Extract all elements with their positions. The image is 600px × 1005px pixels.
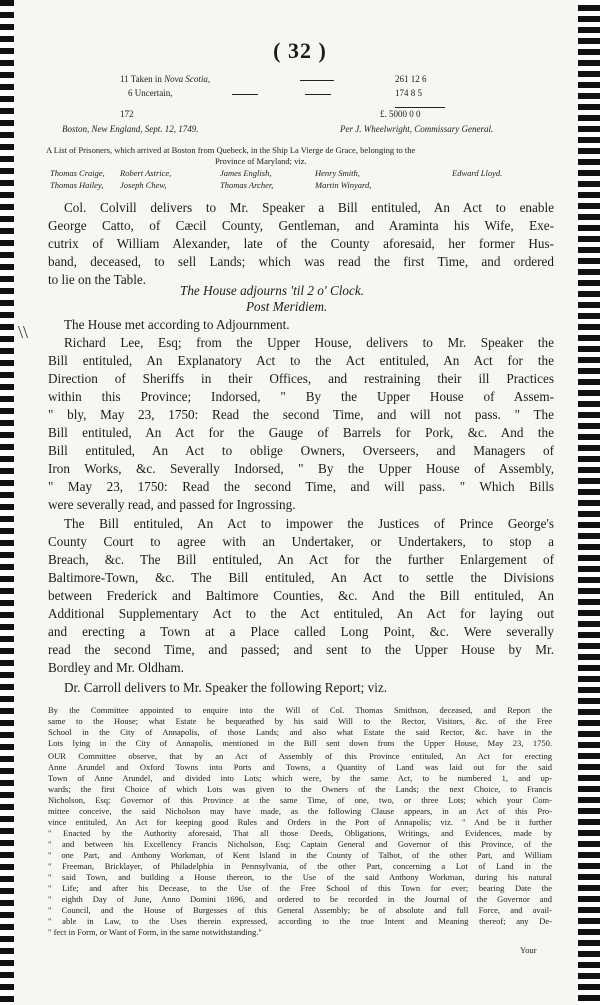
tally-row-3-right: £. 5000 0 0 [380, 109, 421, 119]
body-line: " bly, May 23, 1750: Read the second Time, and will not pass. " The [48, 407, 554, 422]
body-line: between Frederick and Baltimore Counties, &c. And the Bill entituled, An [48, 588, 554, 603]
dateline-signature: Per J. Wheelwright, Commissary General. [340, 124, 494, 134]
report-line: " able in Law, to the Uses therein expressed, according to the true Intent and Meaning thereof; any De- [48, 916, 552, 926]
adjourn-line: The House adjourns 'til 2 o' Clock. [180, 283, 365, 298]
report-intro-line: By the Committee appointed to enquire into the Will of Col. Thomas Smithson, deceased, and Report the [48, 705, 552, 715]
body-line: Baltimore-Town, &c. The Bill entituled, An Act to settle the Divisions [48, 570, 554, 585]
body-line: George Catto, of Cæcil County, Gentleman, and Araminta his Wife, Exe- [48, 218, 554, 233]
report-line: " Freeman, Bricklayer, of Philadelphia in Pennsylvania, of the other Part, concerning a Lot of Land in the [48, 861, 552, 871]
prisoner-name: Robert Astrice, [120, 168, 172, 178]
report-intro-line: Lots lying in the City of Annapolis, mentioned in the Bill sent down from the Upper House, May 23, 1750. [48, 738, 552, 748]
body-line: Iron Works, &c. Severally Indorsed, " By the Upper House of Assembly, [48, 461, 554, 476]
body-line: County Court to agree with an Undertaker, or Undertakers, to stop a [48, 534, 554, 549]
margin-mark: \\ [18, 322, 29, 342]
prisoner-name: Edward Lloyd. [452, 168, 503, 178]
body-line: Richard Lee, Esq; from the Upper House, delivers to Mr. Speaker the [64, 335, 554, 350]
report-intro-line: School in the City of Annapolis, of those Lands; and also what Estate the said Rector, &c. have in the [48, 727, 552, 737]
tally-row-1-label: 11 Taken in [120, 74, 162, 84]
body-line: Col. Colvill delivers to Mr. Speaker a Bill entituled, An Act to enable [64, 200, 554, 215]
tally-row-1 [120, 74, 210, 84]
report-line: " Enacted by the Authority aforesaid, That all those Deeds, Obligations, Writings, and Evidences, made by [48, 828, 552, 838]
prisoner-name: Henry Smith, [315, 168, 360, 178]
body-line: Bordley and Mr. Oldham. [48, 660, 184, 675]
body-line: Bill entituled, An Act to oblige Owners, Overseers, and Managers of [48, 443, 554, 458]
body-line: were severally read, and passed for Ingrossing. [48, 497, 296, 512]
body-line: and erecting a Town at a Place called Long Point, &c. Were severally [48, 624, 554, 639]
body-line: The Bill entituled, An Act to impower the Justices of Prince George's [64, 516, 554, 531]
body-line: Breach, &c. The Bill entituled, An Act for the further Enlargement of [48, 552, 554, 567]
post-meridiem-heading: Post Meridiem. [246, 299, 328, 314]
report-line: Town of Anne Arundel, and divided into Lots; which were, by the same Act, to be numbered 1, and up- [48, 773, 552, 783]
report-line: Nicholson, Esq; Governor of this Province at the same Time, of one, two, or three Lots; which your Com- [48, 795, 552, 805]
body-line: band, deceased, to sell Lands; which was read the first Time, and ordered [48, 254, 554, 269]
dash [395, 107, 445, 108]
report-line: Anne Arundel and Oxford Towns into Ports and Towns, a Quantity of Land was laid out for the said [48, 762, 552, 772]
dash [305, 94, 331, 95]
report-line: mittee conceive, the said Nicholson may have made, as the following Clause appears, in an Act of this Pro- [48, 806, 552, 816]
dash [232, 94, 258, 95]
tally-row-2-label: 6 Uncertain, [128, 88, 173, 98]
dash [300, 80, 334, 81]
prisoner-name: Thomas Hailey, [50, 180, 104, 190]
prisoner-name: Joseph Chew, [120, 180, 167, 190]
body-line: " May 23, 1750: Read the second Time, and will pass. " Which Bills [48, 479, 554, 494]
tally-row-3-left: 172 [120, 109, 134, 119]
prisoner-name: Martin Winyard, [315, 180, 372, 190]
report-line: " Life; and after his Decease, to the Use of the Free School of this Town for ever; bearing Date the [48, 883, 552, 893]
tally-row-1-place: Nova Scotia, [164, 74, 211, 84]
report-intro-line: same to the House; what Estate he bequeathed by his said Will to the Rector, Visitors, &c. of the Free [48, 716, 552, 726]
prisoner-name: Thomas Craige, [50, 168, 105, 178]
body-line: Direction of Sheriffs in their Offices, and restraining their ill Practices [48, 371, 554, 386]
report-line: " Council, and the House of Burgesses of this General Assembly; be of absolute and full Force, and avail- [48, 905, 552, 915]
report-line: " and between his Excellency Francis Nicholson, Esq; Captain General and Governor of this Province, of the [48, 839, 552, 849]
report-line: " eighth Day of June, Anno Domini 1696, and ordered to be recorded in the Journal of the Governor and [48, 894, 552, 904]
body-line: within this Province; Indorsed, " By the Upper House of Assem- [48, 389, 554, 404]
body-line: Bill entituled, An Act for the Gauge of Barrels for Pork, &c. And the [48, 425, 554, 440]
report-line: OUR Committee observe, that by an Act of Assembly of this Province entituled, An Act for erecting [48, 751, 552, 761]
report-line: " one Part, and Anthony Workman, of Kent Island in the County of Talbot, of the other Part, and William [48, 850, 552, 860]
tally-row-1-value: 261 12 6 [395, 74, 427, 84]
report-line: wards; the first Choice of which Lots was given to the Owners of the Lands; the next Choice, to Francis [48, 784, 552, 794]
prisoner-name: James English, [220, 168, 272, 178]
body-line: Bill entituled, An Explanatory Act to the Act entituled, An Act for the [48, 353, 554, 368]
body-line: read the second Time, and passed; and sent to the Upper House by Mr. [48, 642, 554, 657]
page-number: ( 32 ) [273, 38, 327, 63]
prisoners-intro-2: Province of Maryland; viz. [215, 156, 307, 166]
body-line: Additional Supplementary Act to the Act entituled, An Act for laying out [48, 606, 554, 621]
catchword: Your [520, 945, 537, 955]
report-line: vince entituled, An Act for keeping good Rules and Orders in the Port of Annapolis; viz. " And be it further [48, 817, 552, 827]
scan-edge-left [0, 0, 14, 1005]
dateline-place: Boston, New England, Sept. 12, 1749. [62, 124, 199, 134]
scan-edge-right [578, 0, 600, 1005]
report-line: " said Town, and building a House thereon, to the Use of the said Anthony Workman, during his natural [48, 872, 552, 882]
prisoners-intro-1: A List of Prisoners, which arrived at Boston from Quebeck, in the Ship La Vierge de Grace, belonging to the [46, 145, 416, 155]
tally-row-2-value: 174 8 5 [395, 88, 422, 98]
body-line: Dr. Carroll delivers to Mr. Speaker the following Report; viz. [64, 680, 388, 695]
body-line: to lie on the Table. [48, 272, 147, 287]
body-line: cutrix of William Alexander, late of the County aforesaid, her former Hus- [48, 236, 554, 251]
report-line: " fect in Form, or Want of Form, in the same notwithstanding." [48, 927, 262, 937]
prisoner-name: Thomas Archer, [220, 180, 274, 190]
body-line: The House met according to Adjournment. [64, 317, 290, 332]
